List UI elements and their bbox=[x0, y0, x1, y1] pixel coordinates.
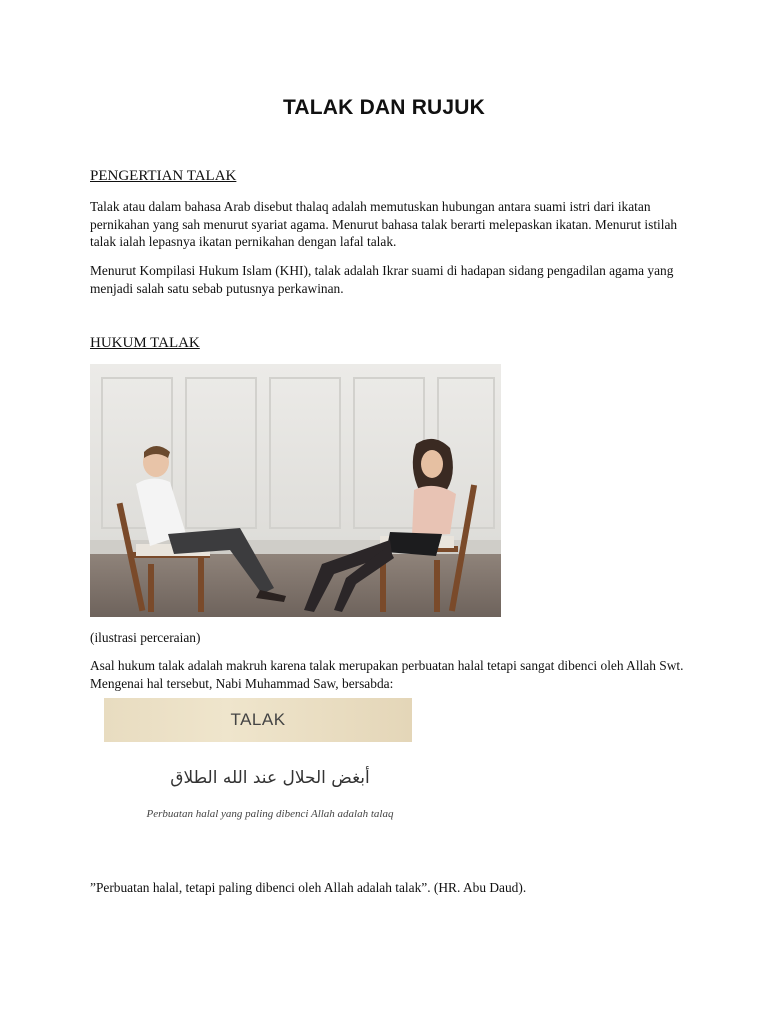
paragraph-hukum: Asal hukum talak adalah makruh karena talak merupakan perbuatan halal tetapi sangat dibenci oleh Allah Swt. Mengenai hal tersebut, Nabi Muhammad Saw, bersabda: bbox=[90, 658, 684, 691]
photo-illustration-svg bbox=[90, 364, 501, 617]
hadith-quote: ”Perbuatan halal, tetapi paling dibenci oleh Allah adalah talak”. (HR. Abu Daud). bbox=[90, 880, 527, 895]
section-heading-hukum: HUKUM TALAK bbox=[90, 335, 200, 351]
image-caption: (ilustrasi perceraian) bbox=[90, 630, 201, 645]
talak-banner-image bbox=[104, 698, 412, 742]
divorce-illustration-image bbox=[90, 364, 501, 617]
arabic-hadith-text: أبغض الحلال عند الله الطلاق bbox=[170, 768, 370, 788]
banner-label: TALAK bbox=[230, 710, 286, 729]
page-title: TALAK DAN RUJUK bbox=[282, 96, 486, 119]
section-heading-pengertian: PENGERTIAN TALAK bbox=[90, 168, 237, 184]
paragraph-pengertian-2: Menurut Kompilasi Hukum Islam (KHI), talak adalah Ikrar suami di hadapan sidang pengadilan agama yang menjadi salah satu sebab putusnya perkawinan. bbox=[90, 263, 674, 296]
paragraph-pengertian-1: Talak atau dalam bahasa Arab disebut thalaq adalah memutuskan hubungan antara suami istri dari ikatan pernikahan yang sah menurut syariat agama. Menurut bahasa talak berarti melepaskan ikatan. Menurut istilah talak ialah lepasnya ikatan pernikahan dengan lafal talak. bbox=[90, 199, 678, 250]
hadith-translation-text: Perbuatan halal yang paling dibenci Allah adalah talaq bbox=[146, 808, 394, 820]
